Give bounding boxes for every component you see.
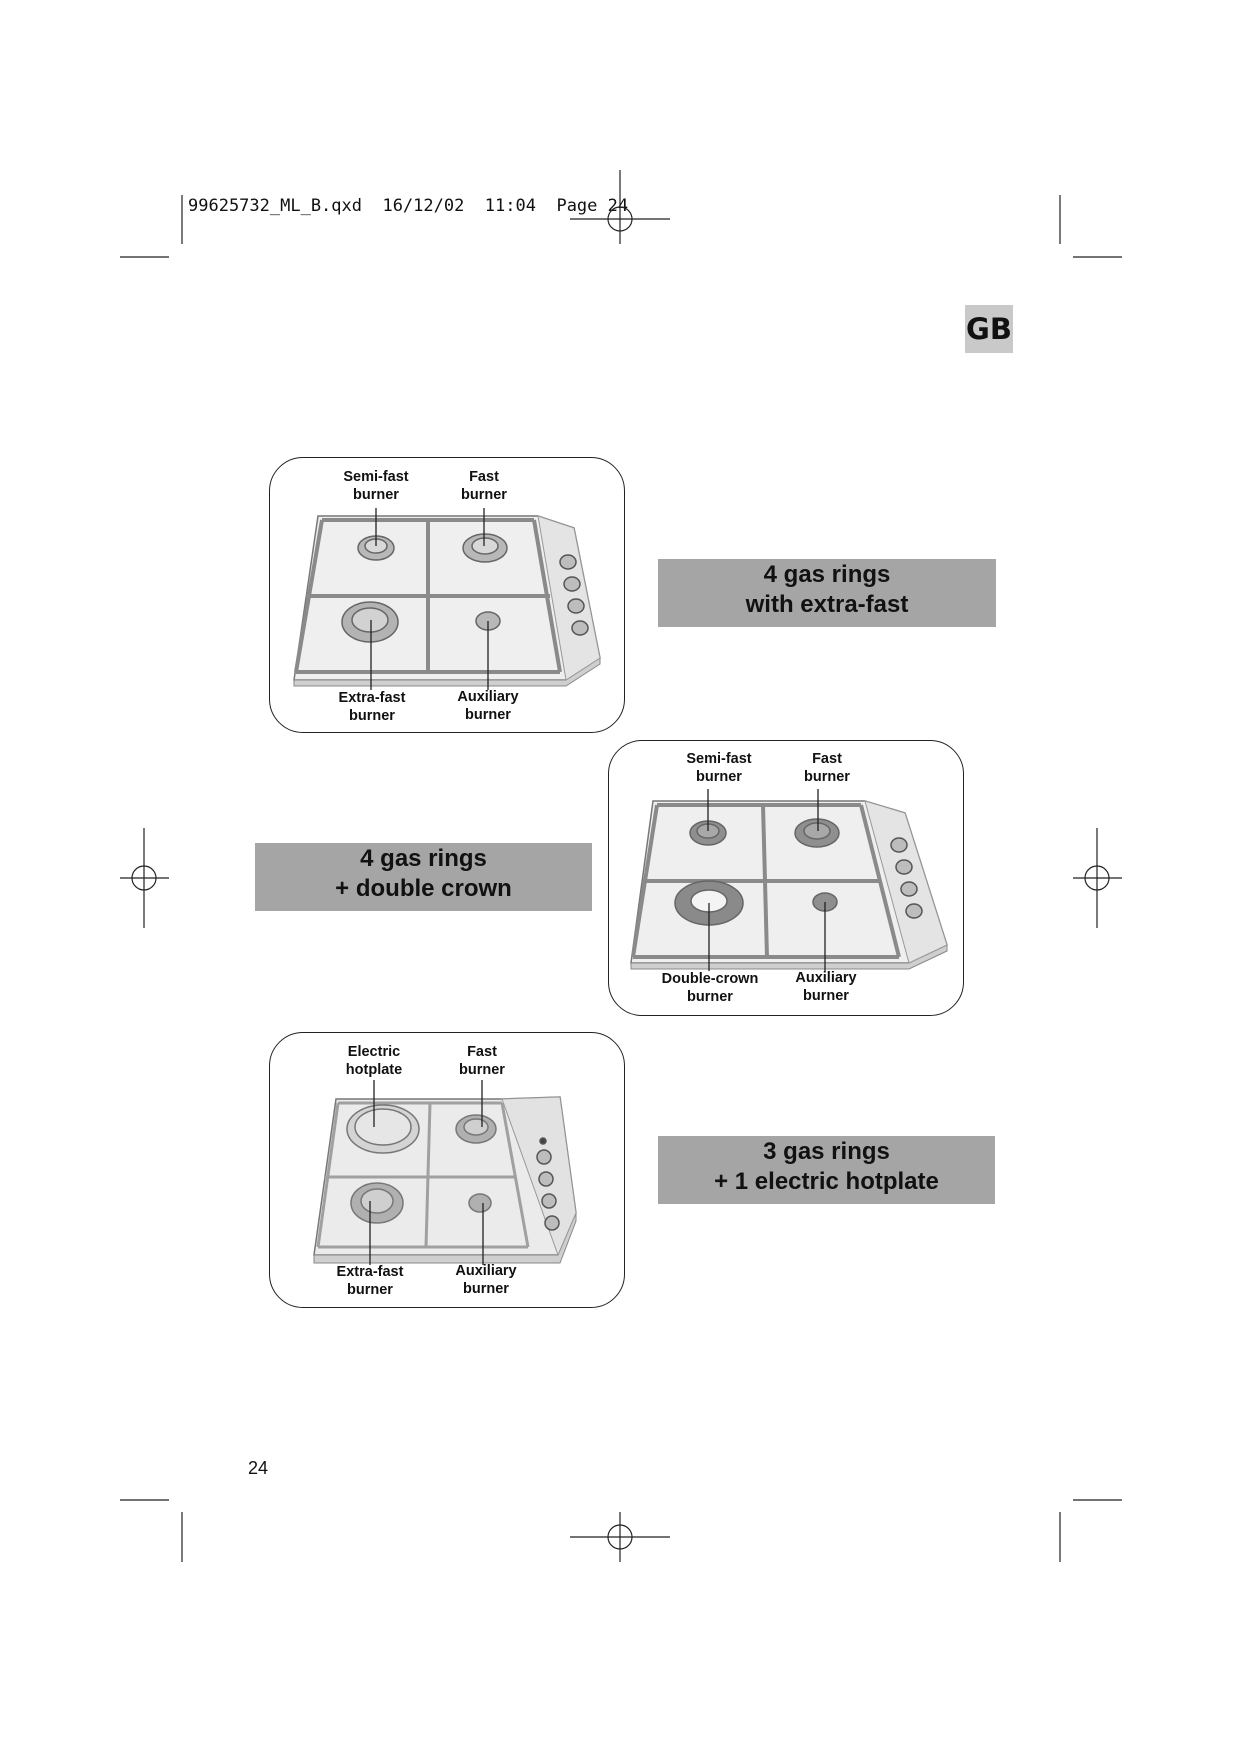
label-fast-burner: Fast burner bbox=[459, 1044, 505, 1078]
label-fast-burner: Fast burner bbox=[461, 469, 507, 503]
label-electric-hotplate: Electric hotplate bbox=[345, 1044, 403, 1078]
language-badge: GB bbox=[965, 305, 1013, 353]
label-auxiliary-burner: Auxiliary burner bbox=[455, 1263, 517, 1297]
label-double-crown-burner: Double-crown burner bbox=[661, 971, 759, 1005]
label-auxiliary-burner: Auxiliary burner bbox=[795, 970, 857, 1004]
page-number: 24 bbox=[248, 1458, 269, 1478]
banner-4-gas-double-crown: 4 gas rings + double crown bbox=[255, 843, 592, 911]
label-fast-burner: Fast burner bbox=[804, 751, 850, 785]
banner-3-gas-electric: 3 gas rings + 1 electric hotplate bbox=[658, 1136, 995, 1204]
slug-line: 99625732_ML_B.qxd 16/12/02 11:04 Page 24 bbox=[188, 196, 629, 216]
label-extra-fast-burner: Extra-fast burner bbox=[336, 1264, 404, 1298]
label-extra-fast-burner: Extra-fast burner bbox=[338, 690, 406, 724]
hob-panel-electric-hotplate bbox=[269, 1032, 625, 1308]
label-semi-fast-burner: Semi-fast burner bbox=[343, 469, 409, 503]
label-auxiliary-burner: Auxiliary burner bbox=[457, 689, 519, 723]
hob-panel-double-crown bbox=[608, 740, 964, 1016]
banner-4-gas-extra-fast: 4 gas rings with extra-fast bbox=[658, 559, 996, 627]
label-semi-fast-burner: Semi-fast burner bbox=[686, 751, 752, 785]
hob-panel-extra-fast bbox=[269, 457, 625, 733]
